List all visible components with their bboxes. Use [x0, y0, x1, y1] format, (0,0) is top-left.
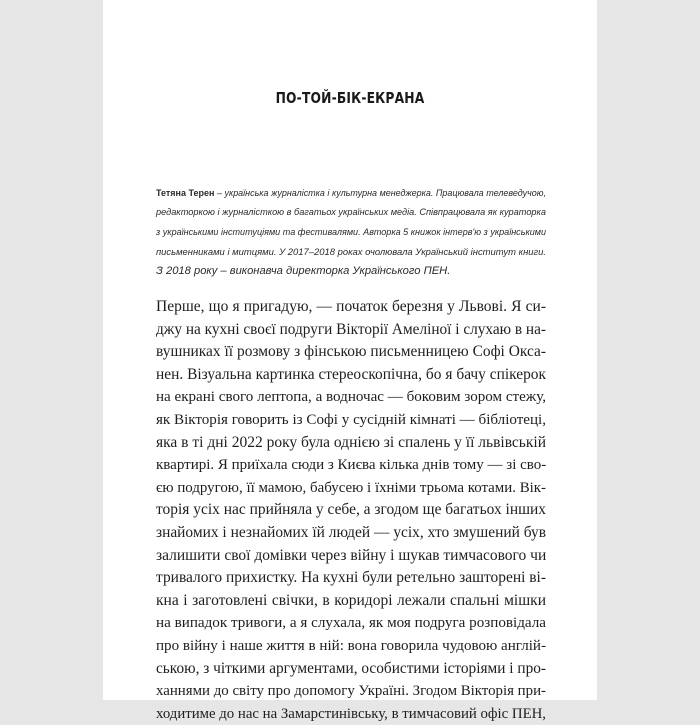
body-line: як Вікторія говорить із Софі у сусідній кімнаті — бібліотеці,: [156, 411, 546, 428]
body-line: єю подругою, її мамою, бабусею і їхніми трьома котами. Вік-: [156, 479, 546, 496]
bio-line: [156, 184, 546, 203]
body-line: знайомих і незнайомих їй людей — усіх, хто змушений був: [156, 523, 546, 541]
body-line: ходитиме до нас на Замарстинівську, в тимчасовий офіс ПЕН,: [156, 705, 546, 722]
body-line: ською, з чіткими аргументами, особистими історіями і про-: [156, 659, 546, 677]
body-line: торія усіх нас прийняла у себе, а згодом ще багатьох інших: [156, 501, 547, 519]
body-line: Перше, що я пригадую, — початок березня у Львові. Я си-: [156, 298, 546, 315]
body-line: вушниках її розмову з фінською письменницею Софі Окса-: [156, 343, 546, 361]
author-bio: [156, 184, 546, 281]
bio-line-text: – українська журналістка і культурна менеджерка. Працювала телеведучою,: [214, 188, 546, 198]
body-line: про війну і наше життя в ній: вона говорила чудовою англій-: [156, 637, 546, 654]
bio-author-name: Тетяна Терен: [156, 188, 215, 198]
body-line: джу на кухні своєї подруги Вікторії Амеліної і слухаю в на-: [156, 320, 546, 338]
body-line: залишити свої домівки через війну і шукав тимчасового чи: [156, 546, 547, 564]
body-line: тривалого прихистку. На кухні були ретельно зашторені ві-: [156, 569, 546, 587]
body-line: нен. Візуальна картинка стереоскопічна, бо я бачу спікерок: [156, 365, 546, 383]
body-paragraph: [156, 296, 546, 725]
bio-line: з українськими інституціями та фестивалями. Авторка 5 книжок інтерв'ю з українськими: [156, 226, 546, 237]
body-line: квартирі. Я приїхала сюди з Києва кілька днів тому — зі сво-: [156, 457, 547, 474]
book-page: [103, 0, 597, 722]
body-line: на випадок тривоги, а я слухала, як моя подруга розповідала: [156, 615, 546, 632]
body-line: на екрані свого лептопа, а водночас — боковим зором стежу,: [156, 389, 546, 406]
bio-line: З 2018 року – виконавча директорка Українського ПЕН.: [156, 264, 451, 277]
chapter-title: ПО-ТОЙ-БІК-ЕКРАНА: [275, 89, 425, 107]
body-line: яка в ті дні 2022 року була однією зі спалень у її львівській: [156, 433, 546, 451]
body-line: ханнями до світу про допомогу Україні. Згодом Вікторія при-: [156, 683, 546, 700]
bio-line: редакторкою і журналісткою в багатьох українських медіа. Співпрацювала як кураторка: [156, 207, 546, 218]
body-line: кна і заготовлені свічки, в коридорі лежали спальні мішки: [156, 591, 546, 609]
bio-line: письменниками і митцями. У 2017–2018 роках очолювала Український інститут книги.: [156, 246, 546, 258]
